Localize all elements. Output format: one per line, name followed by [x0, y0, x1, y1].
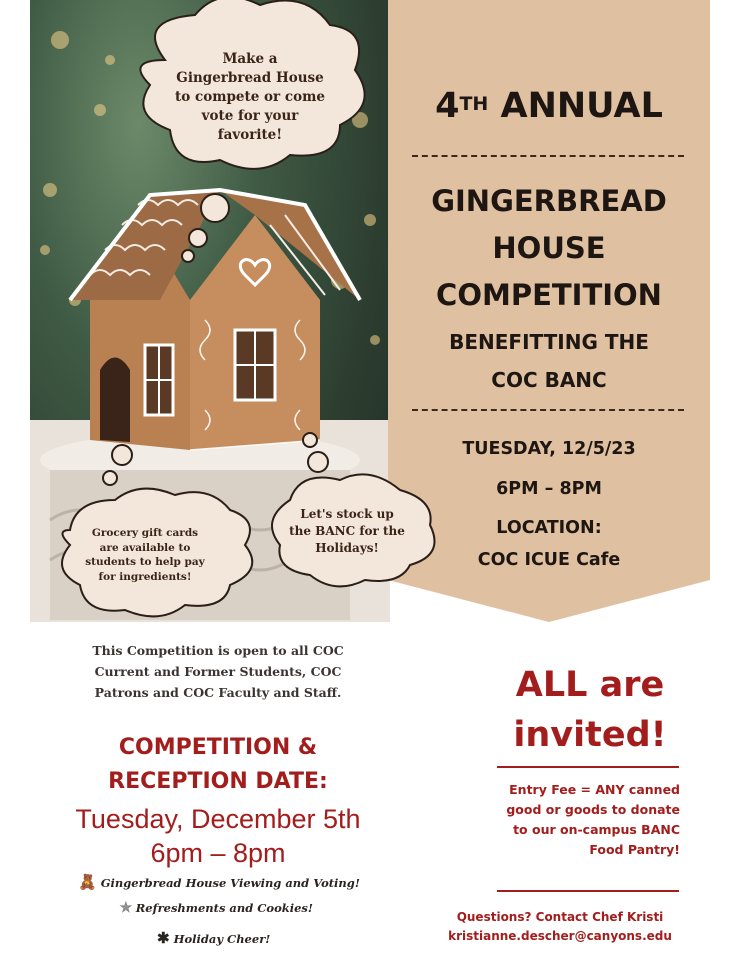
- activity-text: Gingerbread House Viewing and Voting!: [100, 876, 360, 890]
- entry-fee-line-3: to our on-campus BANC: [513, 822, 680, 837]
- eligibility-text: [48, 640, 388, 703]
- event-date: TUESDAY, 12/5/23: [462, 439, 636, 459]
- all-invited-heading: [490, 660, 690, 760]
- contact-email-link[interactable]: kristianne.descher@canyons.edu: [448, 929, 672, 943]
- eligibility-line-2: Current and Former Students, COC: [94, 664, 342, 679]
- location-value: COC ICUE Cafe: [477, 550, 621, 570]
- invite-line-1: ALL are: [515, 665, 665, 705]
- reception-time: 6pm – 8pm: [150, 838, 286, 868]
- contact-text: [430, 908, 690, 946]
- divider-red-bottom: [497, 890, 679, 892]
- entry-fee-text: [470, 780, 680, 860]
- entry-fee-line-4: Food Pantry!: [589, 842, 680, 857]
- title-line-3: COMPETITION: [436, 278, 662, 312]
- activity-text: Holiday Cheer!: [173, 932, 271, 946]
- annual-heading: [388, 85, 710, 127]
- activity-text: Refreshments and Cookies!: [135, 901, 313, 915]
- annual-word: ANNUAL: [500, 86, 663, 126]
- event-time: 6PM – 8PM: [496, 479, 602, 499]
- benefit-line-1: BENEFITTING THE: [449, 330, 649, 354]
- benefit-line-2: COC BANC: [491, 368, 607, 392]
- activity-item: [157, 928, 270, 949]
- reception-date: Tuesday, December 5th: [75, 804, 361, 834]
- contact-line: Questions? Contact Chef Kristi: [456, 910, 664, 924]
- gingerbread-man-icon: 🧸: [78, 873, 97, 891]
- cloud-left-text: Grocery gift cards are available to students to help pay for ingredients!: [85, 527, 205, 583]
- reception-heading-line-2: RECEPTION DATE:: [108, 769, 328, 794]
- gingerbread-man-icon: ✱: [157, 929, 170, 947]
- entry-fee-line-1: Entry Fee = ANY canned: [509, 782, 680, 797]
- divider-top: [412, 155, 684, 157]
- eligibility-line-3: Patrons and COC Faculty and Staff.: [94, 685, 342, 700]
- eligibility-line-1: This Competition is open to all COC: [92, 643, 344, 658]
- cloud-top-text: Make a Gingerbread House to compete or come vote for your favorite!: [175, 51, 325, 143]
- reception-heading: [48, 731, 388, 799]
- divider-bottom: [412, 409, 684, 411]
- divider-red-top: [497, 766, 679, 768]
- cloud-right-text: Let's stock up the BANC for the Holidays!: [289, 507, 405, 555]
- activity-item: [78, 872, 360, 893]
- annual-superscript: TH: [459, 93, 489, 115]
- invite-line-2: invited!: [513, 715, 667, 755]
- activity-item: [120, 898, 313, 918]
- location-label: LOCATION:: [496, 518, 602, 538]
- gingerbread-man-outline-icon: ✯: [120, 900, 132, 916]
- annual-number: 4: [435, 86, 460, 126]
- title-line-2: HOUSE: [492, 231, 606, 265]
- entry-fee-line-2: good or goods to donate: [506, 802, 680, 817]
- title-line-1: GINGERBREAD: [431, 184, 667, 218]
- reception-heading-line-1: COMPETITION &: [118, 735, 318, 760]
